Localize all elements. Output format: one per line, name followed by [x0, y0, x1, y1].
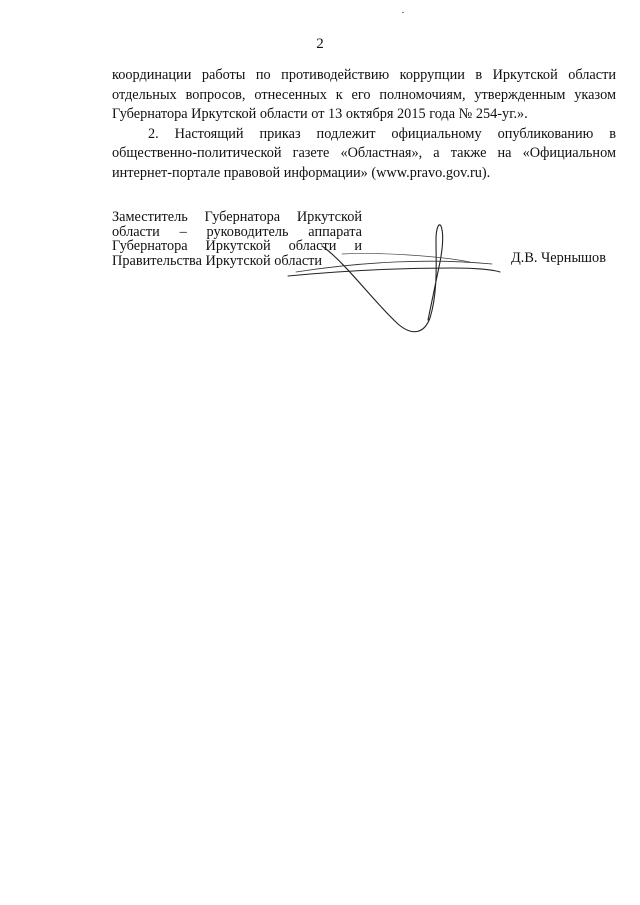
position-line-4: Правительства Иркутской области — [112, 252, 323, 269]
position-line-1: Заместитель Губернатора Иркутской — [112, 209, 362, 225]
position-line-2: области – руководитель аппарата — [112, 223, 362, 240]
page-number: 2 — [316, 36, 324, 52]
signature-stroke-underline-1 — [288, 268, 500, 276]
paragraph-publication: 2. Настоящий приказ подлежит официальному опубликованию в общественно-политической газете «Областная», а также на «Официальном интернет-портале правовой информации» (www.pravo.gov.ru). — [112, 125, 616, 181]
paragraph-continuation: координации работы по противодействию коррупции в Иркутской области отдельных вопросов, отнесенных к его полномочиям, утвержденным указом Губернатора Иркутской области от 13 октября 2015 года № 254-уг.». — [112, 67, 616, 122]
signatory-position — [112, 210, 362, 268]
position-line-3: Губернатора Иркутской области и — [112, 238, 362, 254]
scan-speck — [402, 12, 404, 13]
body-text — [112, 66, 616, 183]
signer-name: Д.В. Чернышов — [511, 250, 606, 266]
